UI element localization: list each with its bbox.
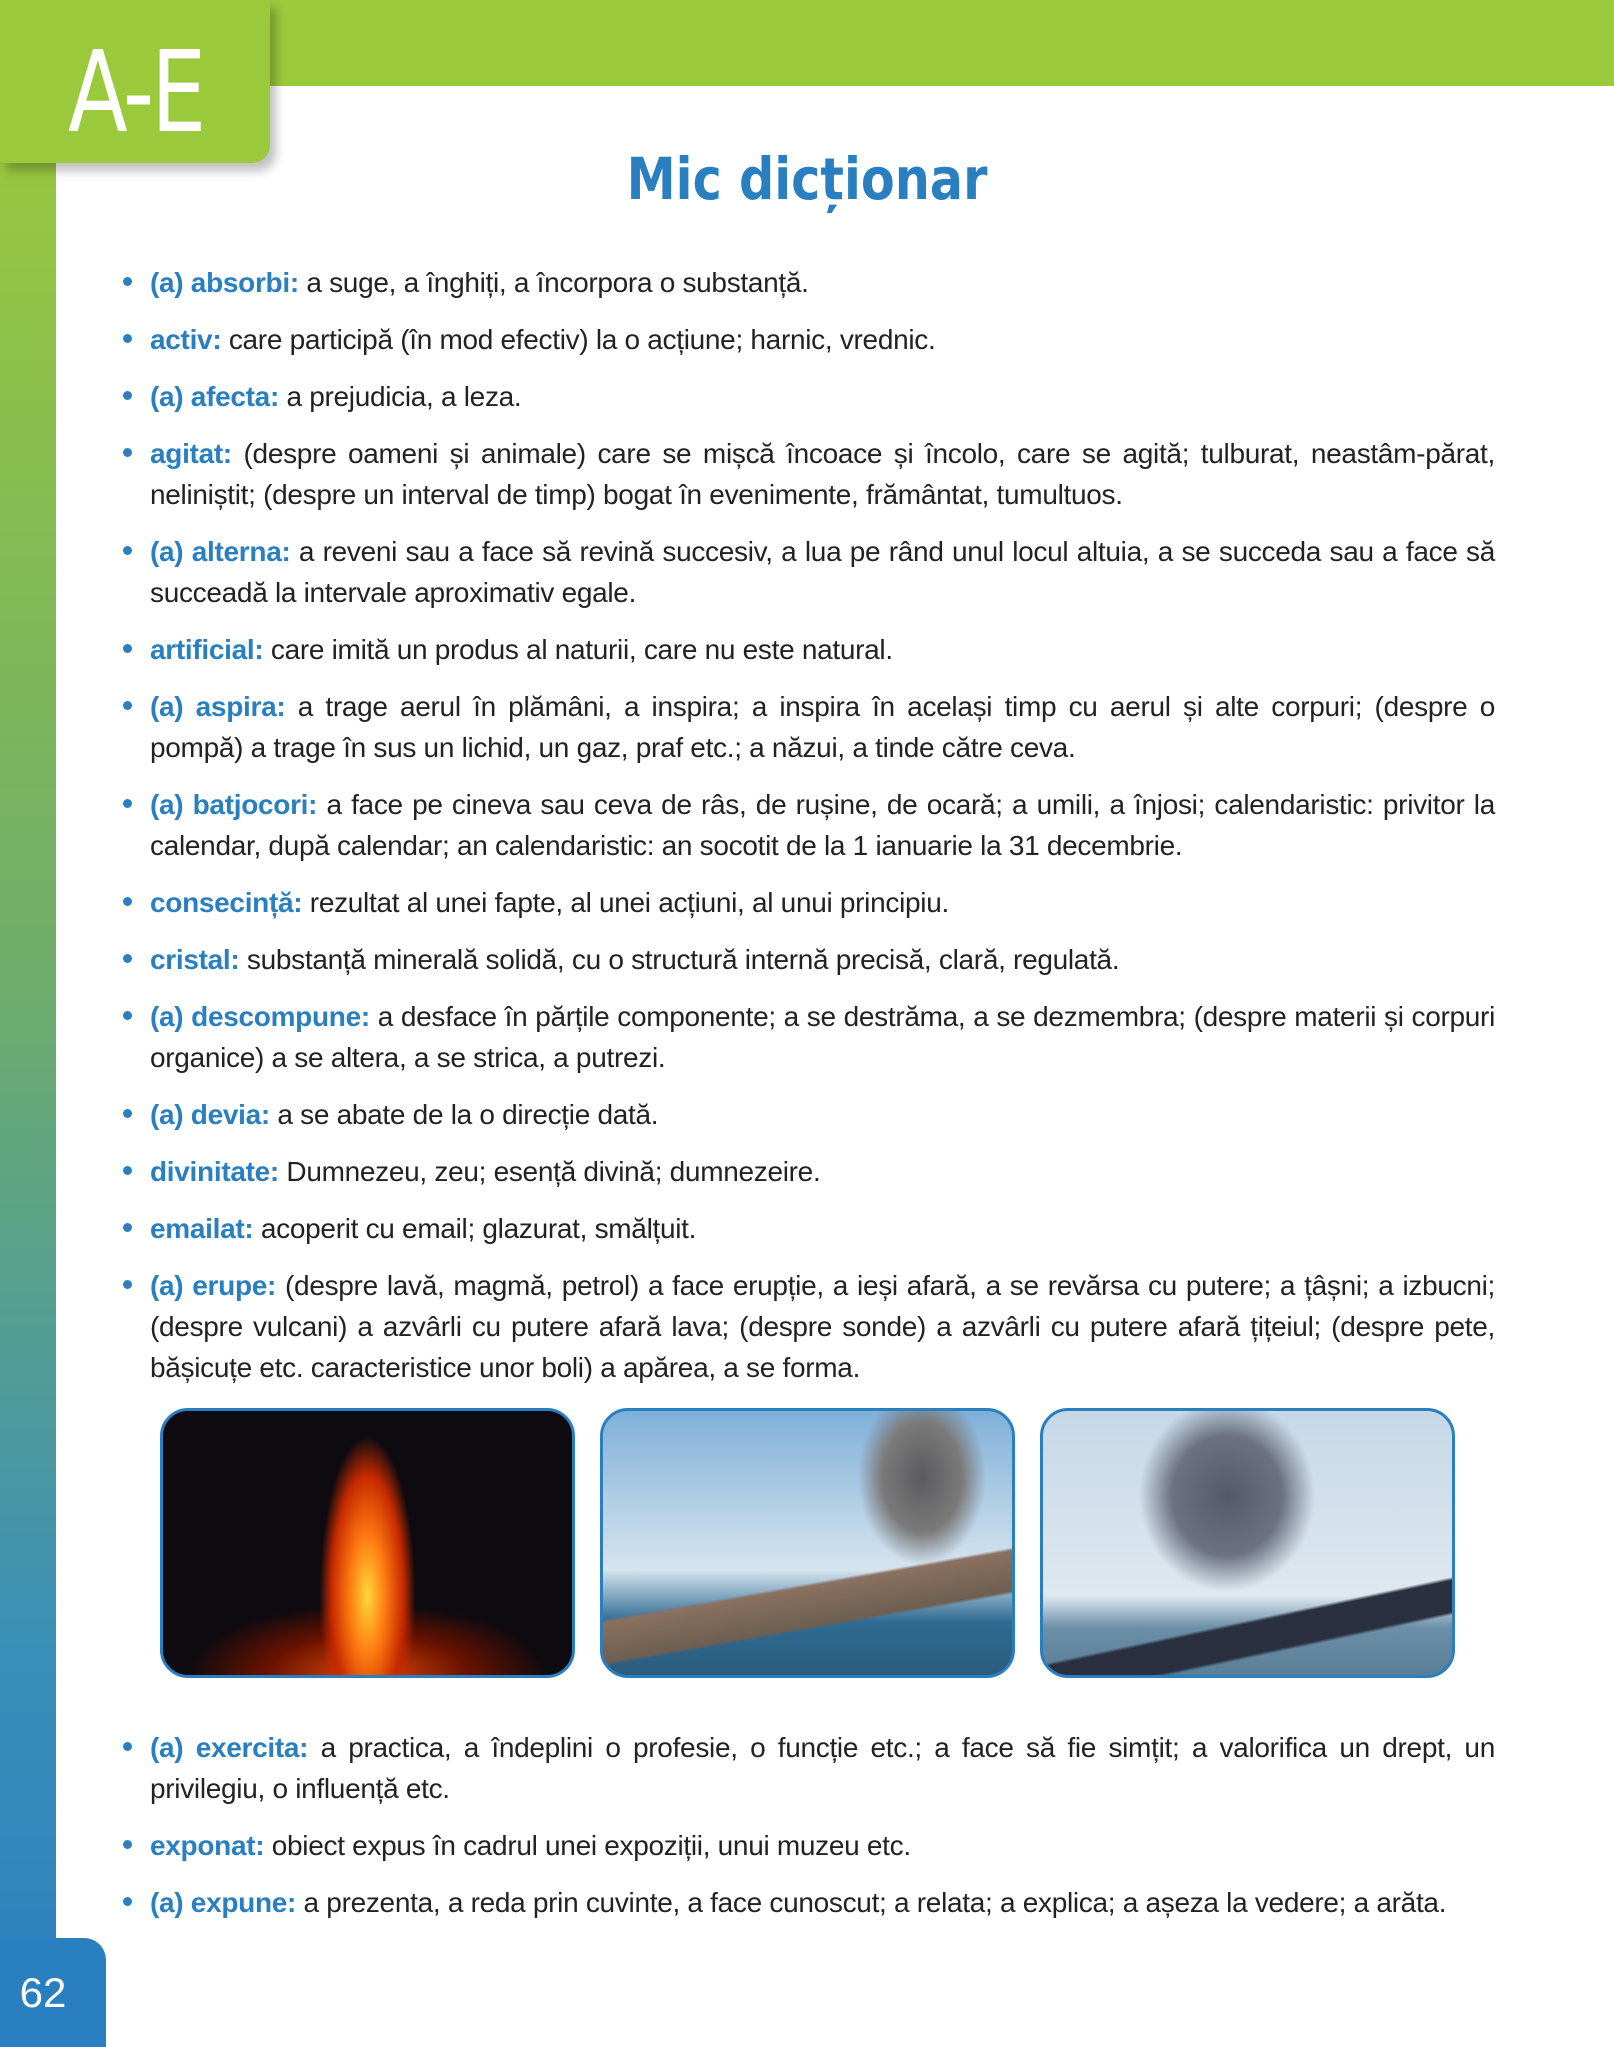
entry-definition: a prezenta, a reda prin cuvinte, a face cunoscut; a relata; a explica; a așeza la vedere; a arăta. xyxy=(296,1887,1447,1918)
dictionary-entry xyxy=(150,319,1495,360)
entry-definition: (despre lavă, magmă, petrol) a face erupție, a ieși afară, a se revărsa cu putere; a țâșni; a izbucni; (despre vulcani) a azvârli cu putere afară lava; (despre sonde) a azvârli cu putere afară țițeiul; (despre pete, bășicuțe etc. caracteristice unor boli) a apărea, a se forma. xyxy=(150,1270,1495,1383)
dictionary-entry xyxy=(150,629,1495,670)
entry-definition: a reveni sau a face să revină succesiv, a lua pe rând unul locul altuia, a se succeda sau a face să succeadă la intervale aproximativ egale. xyxy=(150,536,1495,608)
page-title: Mic dicționar xyxy=(626,145,988,213)
entry-term: artificial: xyxy=(150,634,264,665)
entry-definition: care imită un produs al naturii, care nu este natural. xyxy=(263,634,893,665)
dictionary-entry xyxy=(150,996,1495,1078)
volcano-photos xyxy=(160,1408,1455,1678)
entry-term: (a) alterna: xyxy=(150,536,291,567)
dictionary-entry xyxy=(150,1151,1495,1192)
dictionary-entry xyxy=(150,1265,1495,1388)
dictionary-entry xyxy=(150,1208,1495,1249)
entry-definition: rezultat al unei fapte, al unei acțiuni, al unui principiu. xyxy=(302,887,949,918)
page-number: 62 xyxy=(0,1938,106,2047)
entry-definition: acoperit cu email; glazurat, smălțuit. xyxy=(253,1213,697,1244)
dictionary-entry xyxy=(150,1727,1495,1809)
entry-term: consecință: xyxy=(150,887,303,918)
entry-definition: (despre oameni și animale) care se mișcă încoace și încolo, care se agită; tulburat, neastâm-părat, neliniștit; (despre un interval de timp) bogat în evenimente, frământat, tumultuos. xyxy=(150,438,1495,510)
dictionary-list-bottom xyxy=(150,1727,1495,1939)
entry-term: cristal: xyxy=(150,944,240,975)
section-tab xyxy=(0,0,270,163)
entry-term: (a) batjocori: xyxy=(150,789,318,820)
entry-definition: a desface în părțile componente; a se destrăma, a se dezmembra; (despre materii și corpuri organice) a se altera, a se strica, a putrezi. xyxy=(150,1001,1495,1073)
dictionary-list-top xyxy=(150,262,1495,1404)
entry-term: activ: xyxy=(150,324,222,355)
section-tab-label: A-E xyxy=(68,28,204,158)
entry-term: (a) exercita: xyxy=(150,1732,309,1763)
entry-definition: a trage aerul în plămâni, a inspira; a inspira în același timp cu aerul și alte corpuri; (despre o pompă) a trage în sus un lichid, un gaz, praf etc.; a năzui, a tinde către ceva. xyxy=(150,691,1495,763)
entry-term: emailat: xyxy=(150,1213,254,1244)
dictionary-entry xyxy=(150,882,1495,923)
dictionary-entry xyxy=(150,784,1495,866)
entry-term: (a) descompune: xyxy=(150,1001,370,1032)
entry-term: (a) erupe: xyxy=(150,1270,277,1301)
dictionary-entry xyxy=(150,376,1495,417)
dictionary-entry xyxy=(150,531,1495,613)
photo-volcano-ash-cloud xyxy=(1040,1408,1455,1678)
dictionary-entry xyxy=(150,1825,1495,1866)
photo-volcano-smoke xyxy=(600,1408,1015,1678)
entry-definition: obiect expus în cadrul unei expoziții, unui muzeu etc. xyxy=(264,1830,911,1861)
entry-term: (a) afecta: xyxy=(150,381,279,412)
entry-definition: a practica, a îndeplini o profesie, o funcție etc.; a face să fie simțit; a valorifica un drept, un privilegiu, o influență etc. xyxy=(150,1732,1495,1804)
entry-definition: care participă (în mod efectiv) la o acțiune; harnic, vrednic. xyxy=(221,324,936,355)
dictionary-entry xyxy=(150,1882,1495,1923)
entry-term: (a) aspira: xyxy=(150,691,286,722)
entry-term: (a) devia: xyxy=(150,1099,270,1130)
entry-definition: a suge, a înghiți, a încorpora o substanță. xyxy=(298,267,809,298)
entry-definition: a se abate de la o direcție dată. xyxy=(269,1099,659,1130)
entry-definition: substanță minerală solidă, cu o structură internă precisă, clară, regulată. xyxy=(239,944,1120,975)
dictionary-entry xyxy=(150,433,1495,515)
dictionary-entry xyxy=(150,1094,1495,1135)
entry-term: (a) absorbi: xyxy=(150,267,299,298)
dictionary-entry xyxy=(150,686,1495,768)
entry-term: exponat: xyxy=(150,1830,265,1861)
entry-definition: a prejudicia, a leza. xyxy=(278,381,522,412)
entry-term: agitat: xyxy=(150,438,232,469)
entry-term: (a) expune: xyxy=(150,1887,297,1918)
entry-term: divinitate: xyxy=(150,1156,279,1187)
side-strip xyxy=(0,86,56,2047)
dictionary-entry xyxy=(150,939,1495,980)
dictionary-entry xyxy=(150,262,1495,303)
photo-lava-eruption xyxy=(160,1408,575,1678)
entry-definition: Dumnezeu, zeu; esență divină; dumnezeire. xyxy=(278,1156,821,1187)
entry-definition: a face pe cineva sau ceva de râs, de rușine, de ocară; a umili, a înjosi; calendaristic: privitor la calendar, după calendar; an calendaristic: an socotit de la 1 ianuarie la 31 decembrie. xyxy=(150,789,1496,861)
